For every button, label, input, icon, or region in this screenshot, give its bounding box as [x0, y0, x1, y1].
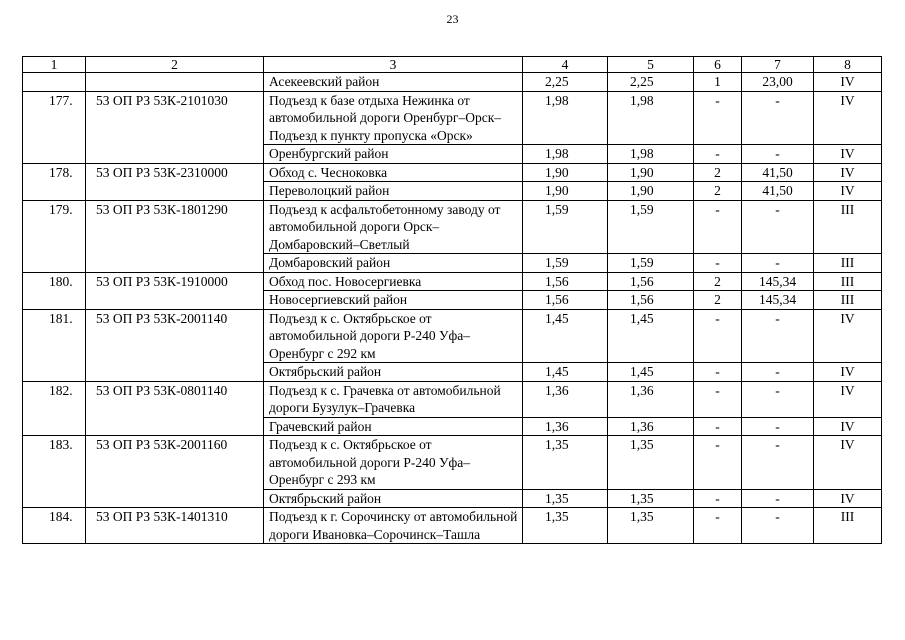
category-count-cell: -: [694, 508, 742, 544]
road-row: [23, 381, 882, 417]
length-value-cell: 1,35: [608, 436, 694, 490]
road-name-cell: Переволоцкий район: [264, 182, 523, 201]
length-total-cell: 1,90: [523, 182, 608, 201]
length-other-cell: -: [742, 200, 814, 254]
road-number-cell: [23, 489, 86, 508]
header-cell: 1: [23, 57, 86, 73]
district-row: [23, 73, 882, 92]
road-row: [23, 163, 882, 182]
category-count-cell: -: [694, 145, 742, 164]
road-number-cell: [23, 73, 86, 92]
road-name-cell: Оренбургский район: [264, 145, 523, 164]
length-value-cell: 1,98: [608, 145, 694, 164]
road-category-cell: IV: [814, 381, 882, 417]
length-other-cell: -: [742, 145, 814, 164]
length-total-cell: 1,56: [523, 291, 608, 310]
road-number-cell: 182.: [23, 381, 86, 417]
length-total-cell: 1,35: [523, 436, 608, 490]
category-count-cell: -: [694, 417, 742, 436]
road-name-cell: Новосергиевский район: [264, 291, 523, 310]
road-category-cell: IV: [814, 145, 882, 164]
category-count-cell: 1: [694, 73, 742, 92]
table-body: [23, 57, 882, 544]
road-code-cell: [86, 291, 264, 310]
category-count-cell: -: [694, 363, 742, 382]
length-value-cell: 1,59: [608, 200, 694, 254]
length-total-cell: 1,59: [523, 200, 608, 254]
road-category-cell: IV: [814, 363, 882, 382]
road-name-cell: Подъезд к базе отдыха Нежинка от автомобильной дороги Оренбург–Орск–Подъезд к пункту пропуска «Орск»: [264, 91, 523, 145]
length-other-cell: -: [742, 436, 814, 490]
road-category-cell: IV: [814, 417, 882, 436]
header-cell: 2: [86, 57, 264, 73]
length-other-cell: 23,00: [742, 73, 814, 92]
page-number: 23: [446, 12, 459, 26]
road-name-cell: Подъезд к асфальтобетонному заводу от автомобильной дороги Орск–Домбаровский–Светлый: [264, 200, 523, 254]
road-name-cell: Домбаровский район: [264, 254, 523, 273]
length-other-cell: -: [742, 254, 814, 273]
length-other-cell: 41,50: [742, 182, 814, 201]
length-total-cell: 1,36: [523, 381, 608, 417]
road-row: [23, 272, 882, 291]
length-value-cell: 1,59: [608, 254, 694, 273]
road-code-cell: 53 ОП РЗ 53К-0801140: [86, 381, 264, 417]
header-cell: 8: [814, 57, 882, 73]
road-row: [23, 436, 882, 490]
district-row: [23, 145, 882, 164]
road-number-cell: [23, 417, 86, 436]
length-value-cell: 1,35: [608, 489, 694, 508]
road-number-cell: 180.: [23, 272, 86, 291]
road-name-cell: Асекеевский район: [264, 73, 523, 92]
category-count-cell: -: [694, 254, 742, 273]
road-name-cell: Грачевский район: [264, 417, 523, 436]
road-code-cell: [86, 254, 264, 273]
length-value-cell: 1,56: [608, 272, 694, 291]
road-category-cell: IV: [814, 163, 882, 182]
length-value-cell: 1,90: [608, 163, 694, 182]
road-code-cell: 53 ОП РЗ 53К-1801290: [86, 200, 264, 254]
road-category-cell: IV: [814, 91, 882, 145]
category-count-cell: -: [694, 91, 742, 145]
road-row: [23, 309, 882, 363]
road-number-cell: 183.: [23, 436, 86, 490]
category-count-cell: 2: [694, 272, 742, 291]
length-total-cell: 1,59: [523, 254, 608, 273]
category-count-cell: -: [694, 436, 742, 490]
road-register-table: [22, 56, 882, 544]
district-row: [23, 489, 882, 508]
road-category-cell: IV: [814, 489, 882, 508]
length-other-cell: -: [742, 309, 814, 363]
length-total-cell: 1,98: [523, 91, 608, 145]
category-count-cell: -: [694, 381, 742, 417]
length-other-cell: -: [742, 417, 814, 436]
road-code-cell: 53 ОП РЗ 53К-1401310: [86, 508, 264, 544]
district-row: [23, 417, 882, 436]
road-number-cell: [23, 145, 86, 164]
road-code-cell: 53 ОП РЗ 53К-2001160: [86, 436, 264, 490]
road-number-cell: 184.: [23, 508, 86, 544]
category-count-cell: 2: [694, 163, 742, 182]
road-name-cell: Подъезд к г. Сорочинску от автомобильной дороги Ивановка–Сорочинск–Ташла: [264, 508, 523, 544]
length-other-cell: 145,34: [742, 291, 814, 310]
category-count-cell: -: [694, 200, 742, 254]
length-total-cell: 1,35: [523, 489, 608, 508]
length-total-cell: 1,90: [523, 163, 608, 182]
road-name-cell: Подъезд к с. Октябрьское от автомобильной дороги Р-240 Уфа–Оренбург с 292 км: [264, 309, 523, 363]
length-value-cell: 2,25: [608, 73, 694, 92]
road-code-cell: [86, 363, 264, 382]
road-name-cell: Октябрьский район: [264, 489, 523, 508]
length-total-cell: 1,45: [523, 309, 608, 363]
road-code-cell: 53 ОП РЗ 53К-2310000: [86, 163, 264, 182]
road-category-cell: III: [814, 291, 882, 310]
road-category-cell: III: [814, 272, 882, 291]
road-number-cell: [23, 254, 86, 273]
road-category-cell: IV: [814, 436, 882, 490]
header-cell: 6: [694, 57, 742, 73]
category-count-cell: 2: [694, 291, 742, 310]
district-row: [23, 182, 882, 201]
length-other-cell: -: [742, 91, 814, 145]
road-name-cell: Подъезд к с. Октябрьское от автомобильной дороги Р-240 Уфа–Оренбург с 293 км: [264, 436, 523, 490]
road-category-cell: IV: [814, 309, 882, 363]
road-code-cell: 53 ОП РЗ 53К-1910000: [86, 272, 264, 291]
length-total-cell: 1,45: [523, 363, 608, 382]
district-row: [23, 254, 882, 273]
length-value-cell: 1,45: [608, 363, 694, 382]
length-value-cell: 1,45: [608, 309, 694, 363]
road-number-cell: [23, 291, 86, 310]
category-count-cell: -: [694, 309, 742, 363]
header-cell: 7: [742, 57, 814, 73]
road-category-cell: III: [814, 200, 882, 254]
road-name-cell: Обход с. Чесноковка: [264, 163, 523, 182]
district-row: [23, 363, 882, 382]
length-value-cell: 1,35: [608, 508, 694, 544]
length-value-cell: 1,90: [608, 182, 694, 201]
road-code-cell: [86, 73, 264, 92]
road-number-cell: 177.: [23, 91, 86, 145]
road-name-cell: Обход пос. Новосергиевка: [264, 272, 523, 291]
road-row: [23, 200, 882, 254]
length-total-cell: 2,25: [523, 73, 608, 92]
road-code-cell: [86, 145, 264, 164]
length-total-cell: 1,35: [523, 508, 608, 544]
road-name-cell: Октябрьский район: [264, 363, 523, 382]
road-code-cell: [86, 182, 264, 201]
length-value-cell: 1,36: [608, 417, 694, 436]
length-value-cell: 1,98: [608, 91, 694, 145]
length-value-cell: 1,36: [608, 381, 694, 417]
road-category-cell: IV: [814, 73, 882, 92]
road-number-cell: [23, 182, 86, 201]
length-other-cell: -: [742, 508, 814, 544]
header-cell: 3: [264, 57, 523, 73]
road-code-cell: 53 ОП РЗ 53К-2101030: [86, 91, 264, 145]
road-name-cell: Подъезд к с. Грачевка от автомобильной дороги Бузулук–Грачевка: [264, 381, 523, 417]
district-row: [23, 291, 882, 310]
length-other-cell: -: [742, 363, 814, 382]
header-cell: 4: [523, 57, 608, 73]
road-category-cell: III: [814, 508, 882, 544]
length-other-cell: 145,34: [742, 272, 814, 291]
length-total-cell: 1,98: [523, 145, 608, 164]
road-code-cell: 53 ОП РЗ 53К-2001140: [86, 309, 264, 363]
length-total-cell: 1,56: [523, 272, 608, 291]
road-category-cell: III: [814, 254, 882, 273]
length-total-cell: 1,36: [523, 417, 608, 436]
road-number-cell: 179.: [23, 200, 86, 254]
road-number-cell: [23, 363, 86, 382]
header-cell: 5: [608, 57, 694, 73]
length-value-cell: 1,56: [608, 291, 694, 310]
category-count-cell: 2: [694, 182, 742, 201]
road-code-cell: [86, 417, 264, 436]
length-other-cell: -: [742, 489, 814, 508]
road-number-cell: 181.: [23, 309, 86, 363]
header-row: [23, 57, 882, 73]
road-number-cell: 178.: [23, 163, 86, 182]
road-row: [23, 91, 882, 145]
length-other-cell: 41,50: [742, 163, 814, 182]
road-code-cell: [86, 489, 264, 508]
category-count-cell: -: [694, 489, 742, 508]
road-category-cell: IV: [814, 182, 882, 201]
road-row: [23, 508, 882, 544]
length-other-cell: -: [742, 381, 814, 417]
